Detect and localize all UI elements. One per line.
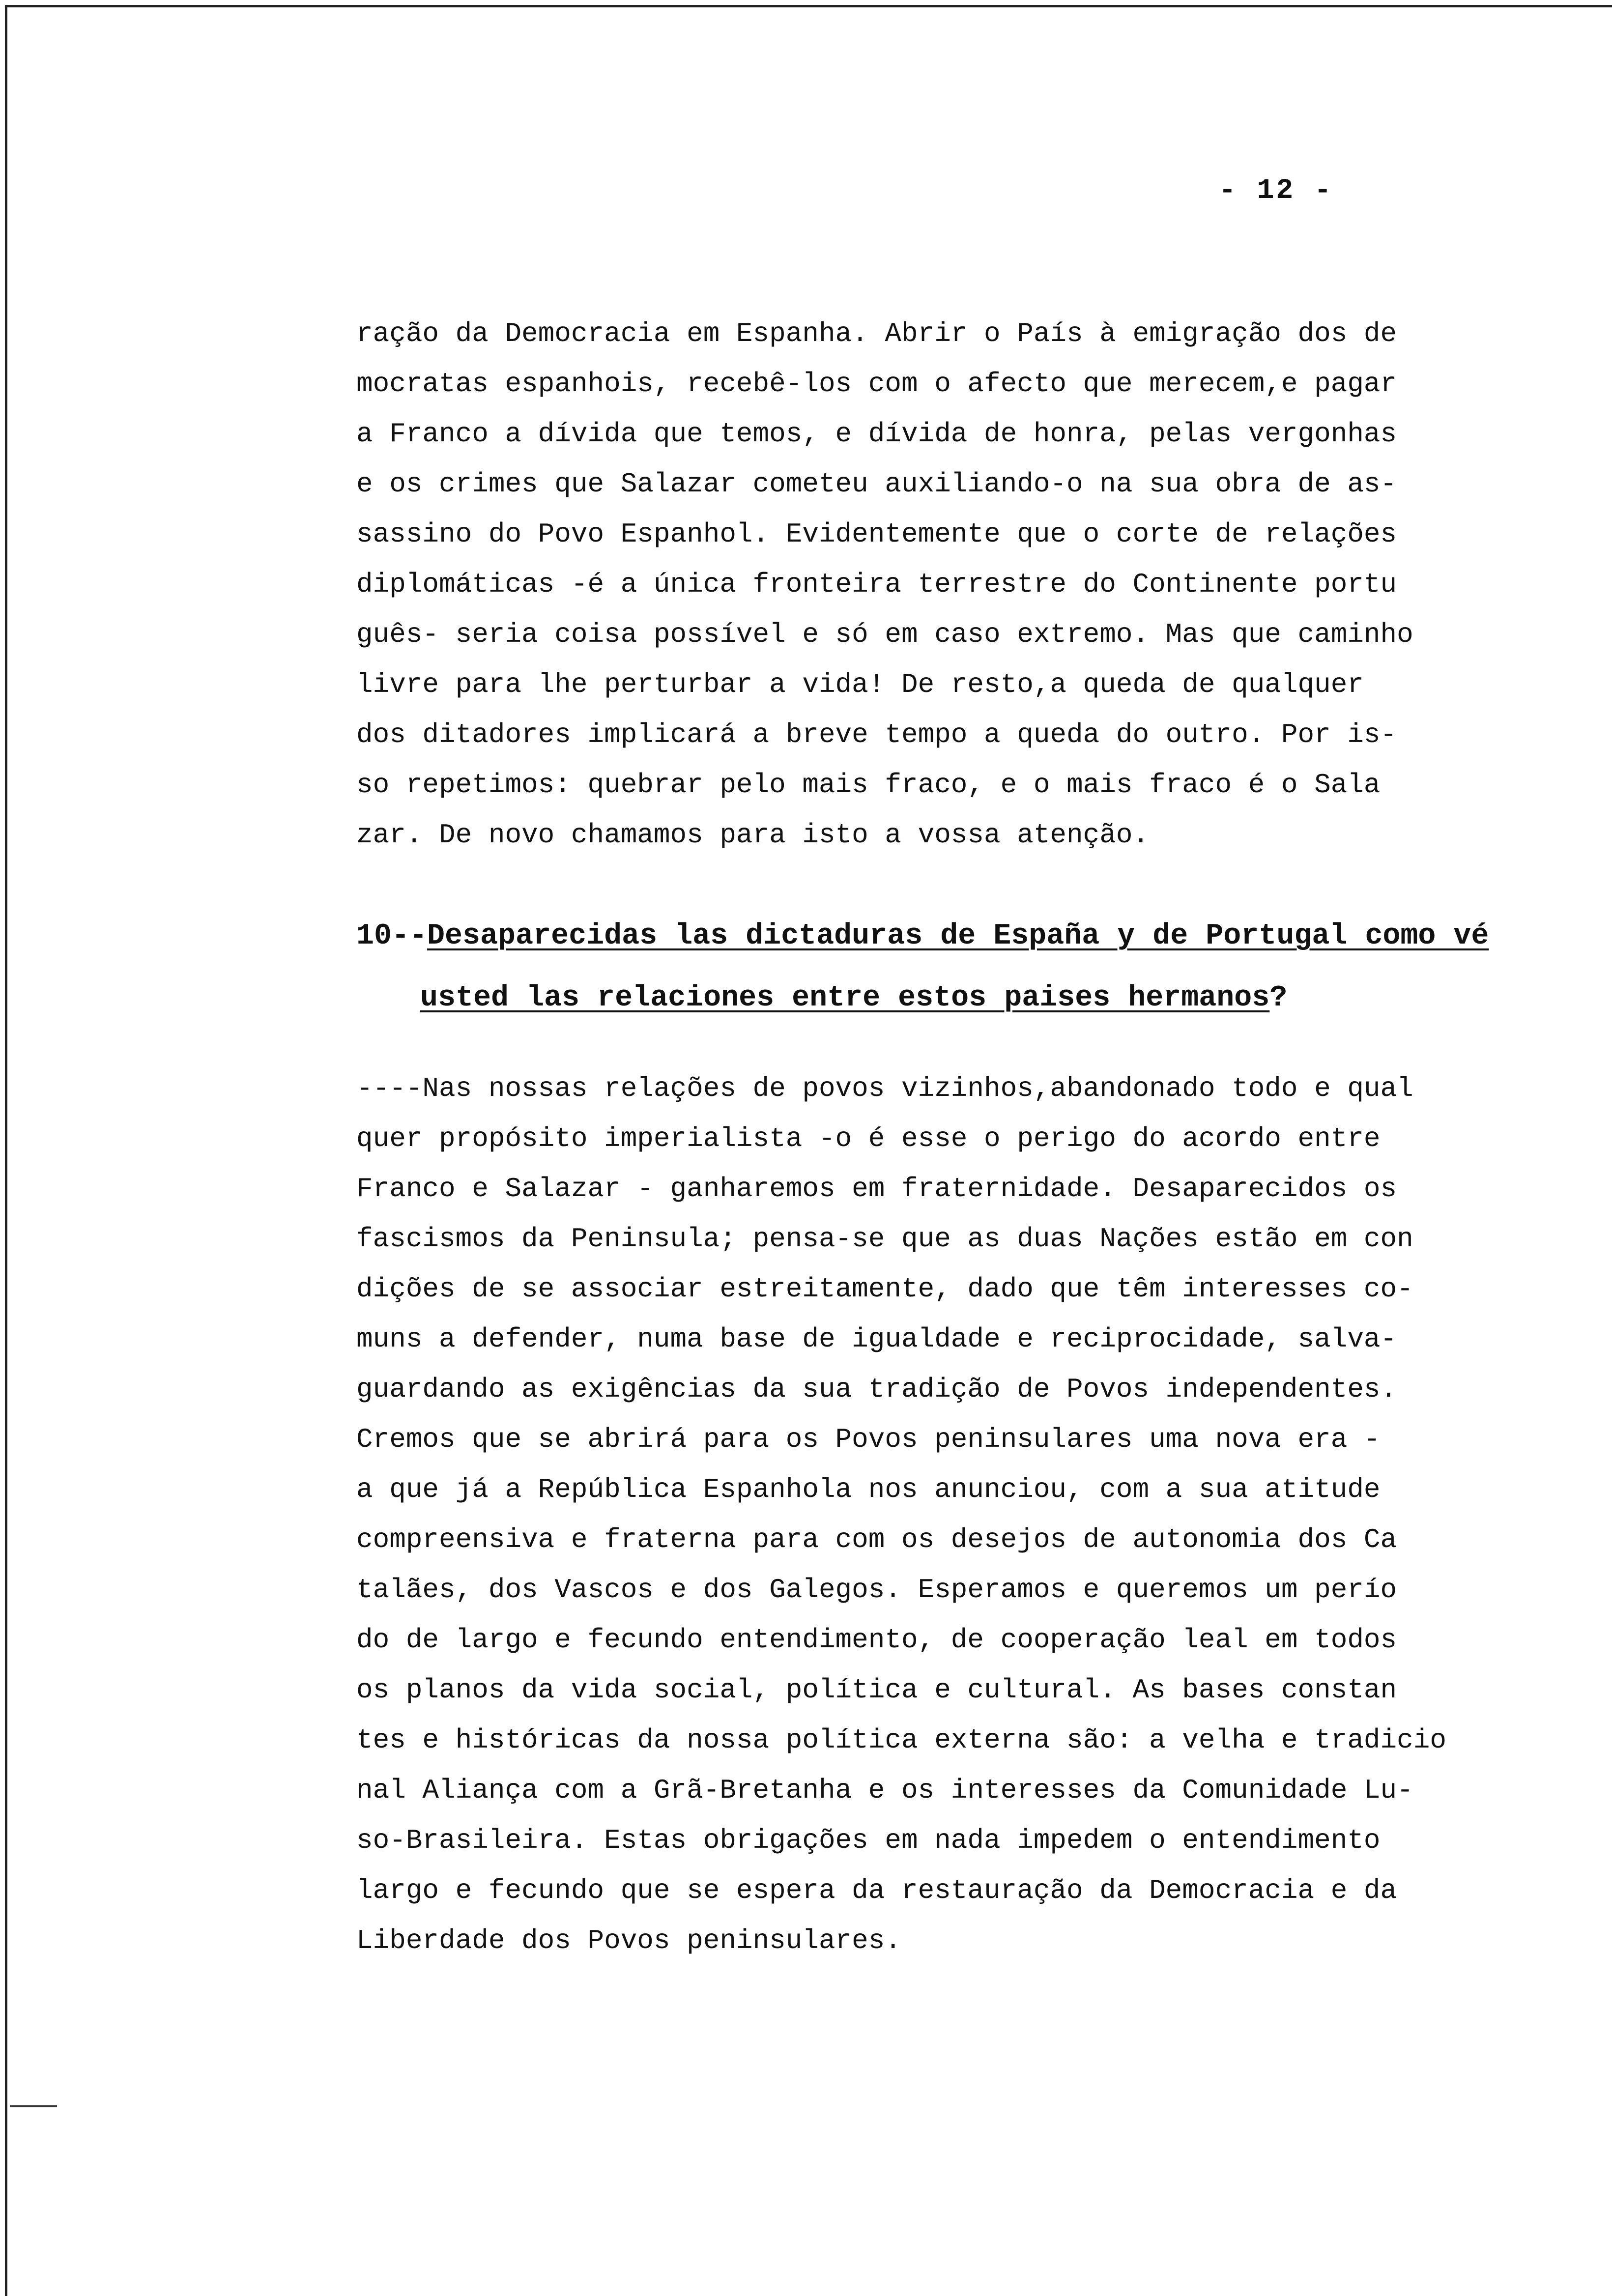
paragraph-line: guês- seria coisa possível e só em caso extremo. Mas que caminho (356, 619, 1413, 650)
paragraph-line: muns a defender, numa base de igualdade e reciprocidade, salva- (356, 1323, 1397, 1355)
paragraph-line: mocratas espanhois, recebê-los com o afecto que merecem,e pagar (356, 368, 1397, 400)
question-10 (356, 905, 1487, 1029)
question-line-2 (356, 967, 1487, 1029)
paragraph-line: dos ditadores implicará a breve tempo a queda do outro. Por is- (356, 719, 1397, 750)
question-line-1 (356, 905, 1487, 967)
paragraph-line: ração da Democracia em Espanha. Abrir o País à emigração dos de (356, 318, 1397, 349)
scan-edge-mark (10, 2105, 57, 2107)
paragraph-2 (356, 1063, 1487, 1966)
paragraph-line: e os crimes que Salazar cometeu auxiliando-o na sua obra de as- (356, 468, 1397, 500)
question-text-2: usted las relaciones entre estos paises hermanos (420, 981, 1270, 1015)
paragraph-line: largo e fecundo que se espera da restauração da Democracia e da (356, 1875, 1397, 1906)
paragraph-1 (356, 309, 1487, 860)
paragraph-line: tes e históricas da nossa política externa são: a velha e tradicio (356, 1724, 1446, 1756)
paragraph-line: os planos da vida social, política e cultural. As bases constan (356, 1674, 1397, 1706)
page-number: - 12 - (1219, 175, 1333, 207)
paragraph-line: dições de se associar estreitamente, dado que têm interesses co- (356, 1273, 1413, 1305)
paragraph-line: Cremos que se abrirá para os Povos peninsulares uma nova era - (356, 1424, 1381, 1455)
paragraph-line: fascismos da Peninsula; pensa-se que as duas Nações estão em con (356, 1223, 1413, 1255)
scan-edge-top (5, 5, 1612, 7)
paragraph-line: livre para lhe perturbar a vida! De resto,a queda de qualquer (356, 669, 1364, 700)
paragraph-line: do de largo e fecundo entendimento, de cooperação leal em todos (356, 1624, 1397, 1656)
paragraph-line: nal Aliança com a Grã-Bretanha e os interesses da Comunidade Lu- (356, 1775, 1413, 1806)
paragraph-line: zar. De novo chamamos para isto a vossa atenção. (356, 819, 1150, 851)
question-number: 10-- (356, 919, 428, 953)
question-mark: ? (1269, 981, 1288, 1015)
question-text-1: Desaparecidas las dictaduras de España y de Portugal como vé (427, 919, 1489, 953)
paragraph-line: Liberdade dos Povos peninsulares. (356, 1925, 901, 1956)
paragraph-line: Franco e Salazar - ganharemos em fraternidade. Desaparecidos os (356, 1173, 1397, 1205)
paragraph-line: guardando as exigências da sua tradição de Povos independentes. (356, 1374, 1397, 1405)
paragraph-line: sassino do Povo Espanhol. Evidentemente que o corte de relações (356, 518, 1397, 550)
paragraph-line: so-Brasileira. Estas obrigações em nada impedem o entendimento (356, 1825, 1381, 1856)
scan-edge-left (5, 5, 7, 2296)
paragraph-line: ----Nas nossas relações de povos vizinhos,abandonado todo e qual (356, 1073, 1413, 1104)
paragraph-line: so repetimos: quebrar pelo mais fraco, e o mais fraco é o Sala (356, 769, 1381, 801)
paragraph-line: talães, dos Vascos e dos Galegos. Esperamos e queremos um perío (356, 1574, 1397, 1606)
paragraph-line: diplomáticas -é a única fronteira terrestre do Continente portu (356, 569, 1397, 600)
paragraph-line: a Franco a dívida que temos, e dívida de honra, pelas vergonhas (356, 418, 1397, 450)
paragraph-line: compreensiva e fraterna para com os desejos de autonomia dos Ca (356, 1524, 1397, 1555)
paragraph-line: quer propósito imperialista -o é esse o perigo do acordo entre (356, 1123, 1381, 1154)
paragraph-line: a que já a República Espanhola nos anunciou, com a sua atitude (356, 1474, 1381, 1505)
